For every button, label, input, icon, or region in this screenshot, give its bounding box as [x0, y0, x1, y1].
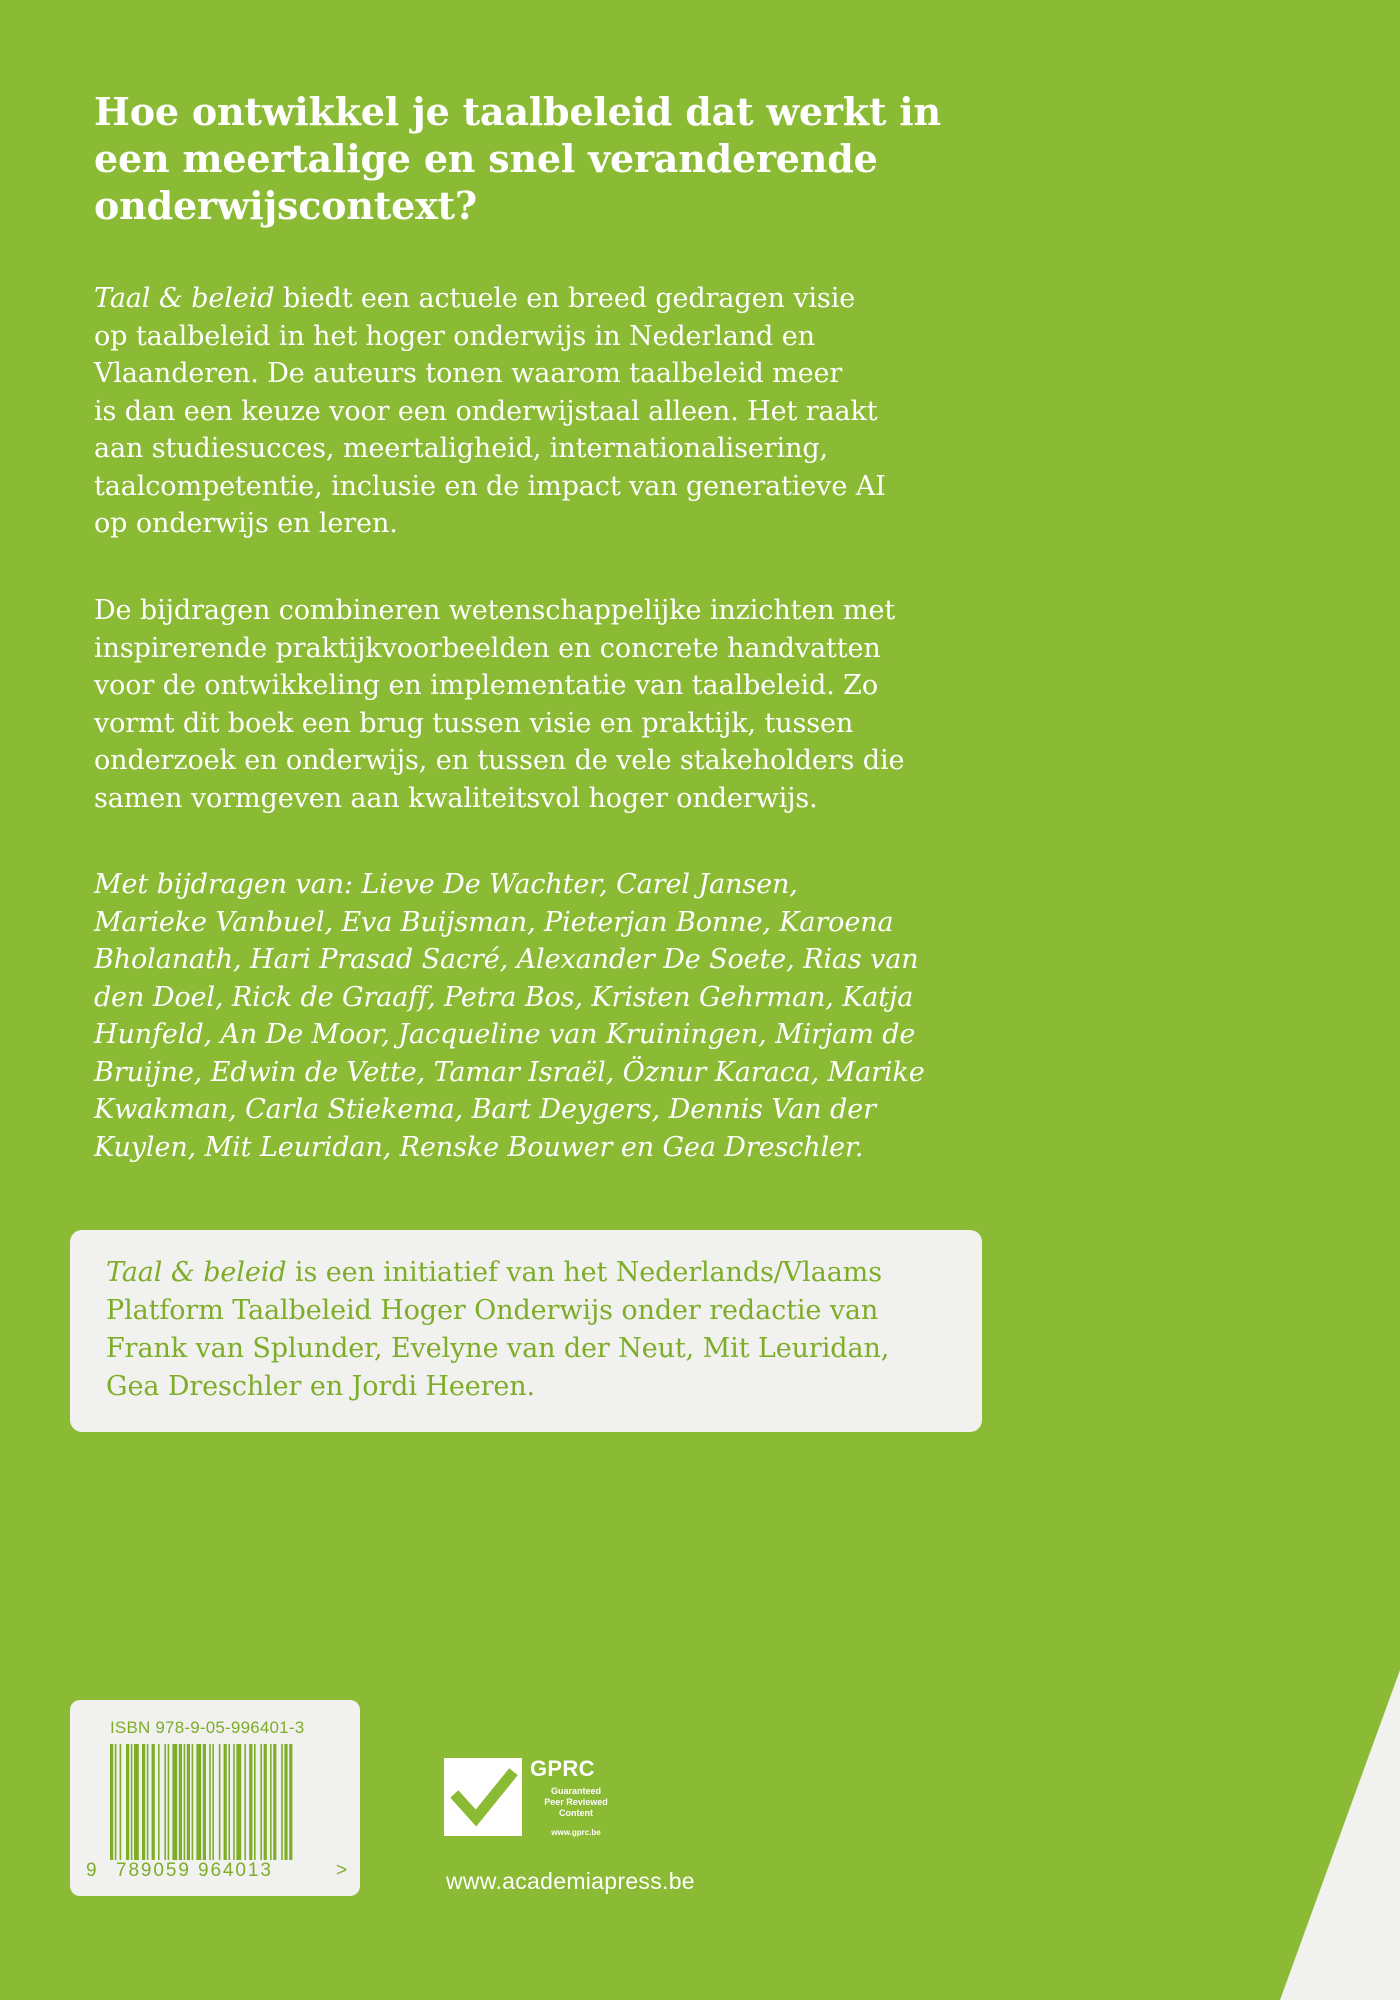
book-title-italic: Taal & beleid [106, 1257, 287, 1288]
barcode-bar [254, 1744, 256, 1860]
barcode-bar [179, 1744, 182, 1860]
paragraph-line: samen vormgeven aan kwaliteitsvol hoger onderwijs. [94, 782, 818, 814]
barcode-image [110, 1744, 342, 1860]
book-title-italic: Taal & beleid [94, 283, 275, 314]
barcode-bar [164, 1744, 166, 1860]
barcode-bar [158, 1744, 160, 1860]
contributors-list [94, 866, 994, 1166]
paragraph-line: biedt een actuele en breed gedragen visie [274, 283, 856, 314]
contributors-line: Bholanath, Hari Prasad Sacré, Alexander De Soete, Rias van [94, 944, 919, 975]
gprc-line: Content [559, 1808, 593, 1818]
contributors-line: Met bijdragen van: Lieve De Wachter, Carel Jansen, [94, 869, 798, 900]
corner-decoration [1280, 1670, 1400, 2000]
contributors-line: Marieke Vanbuel, Eva Buijsman, Pieterjan Bonne, Karoena [94, 906, 894, 938]
paragraph-line: is dan een keuze voor een onderwijstaal alleen. Het raakt [94, 395, 878, 427]
barcode-bar [249, 1744, 252, 1860]
paragraph-line: De bijdragen combineren wetenschappelijke inzichten met [94, 595, 896, 626]
barcode-arrow: > [336, 1860, 348, 1881]
gprc-line: Guaranteed [550, 1786, 601, 1796]
barcode-digits [86, 1860, 356, 1890]
barcode-bar [260, 1744, 262, 1860]
gprc-url: www.gprc.be [551, 1828, 601, 1837]
barcode-bar [147, 1744, 149, 1860]
barcode-bar [131, 1744, 133, 1860]
barcode-bar [192, 1744, 194, 1860]
barcode-bar [134, 1744, 139, 1860]
barcode-bar [212, 1744, 214, 1860]
barcode-bar [142, 1744, 145, 1860]
barcode-bar [228, 1744, 230, 1860]
barcode-lead-digit: 9 [86, 1860, 97, 1881]
paragraph-line: onderzoek en onderwijs, en tussen de vele stakeholders die [94, 745, 905, 776]
barcode-bar [289, 1744, 292, 1860]
barcode-bar [184, 1744, 186, 1860]
barcode-bar [281, 1744, 283, 1860]
barcode-bar [172, 1744, 177, 1860]
paragraph-line: Vlaanderen. De auteurs tonen waarom taalbeleid meer [94, 358, 843, 389]
barcode-bar [273, 1744, 276, 1860]
barcode-bar [224, 1744, 227, 1860]
initiative-line: Frank van Splunder, Evelyne van der Neut, Mit Leuridan, [106, 1333, 890, 1364]
heading-line: een meertalige en snel veranderende [94, 136, 878, 181]
paragraph-line: op onderwijs en leren. [94, 508, 398, 539]
contributors-line: Hunfeld, An De Moor, Jacqueline van Kruiningen, Mirjam de [94, 1019, 916, 1050]
initiative-line: is een initiatief van het Nederlands/Vlaams [286, 1257, 882, 1288]
barcode-bar [196, 1744, 201, 1860]
paragraph-line: voor de ontwikkeling en implementatie van taalbeleid. Zo [94, 670, 878, 701]
barcode-bar [120, 1744, 122, 1860]
contributors-line: Bruijne, Edwin de Vette, Tamar Israël, Öznur Karaca, Marike [94, 1056, 925, 1088]
intro-paragraph [94, 280, 994, 543]
barcode-bar [115, 1744, 117, 1860]
paragraph-line: inspirerende praktijkvoorbeelden en concrete handvatten [94, 632, 881, 664]
paragraph-line: taalcompetentie, inclusie en de impact van generatieve AI [94, 470, 886, 502]
barcode-bar [187, 1744, 190, 1860]
contributors-line: Kwakman, Carla Stiekema, Bart Deygers, Dennis Van der [94, 1094, 876, 1125]
isbn-label: ISBN 978-9-05-996401-3 [110, 1718, 305, 1737]
publisher-url: www.academiapress.be [446, 1868, 695, 1894]
initiative-line: Platform Taalbeleid Hoger Onderwijs onder redactie van [106, 1295, 879, 1326]
paragraph-line: vormt dit boek een brug tussen visie en praktijk, tussen [94, 707, 854, 739]
initiative-box [70, 1230, 982, 1432]
barcode-bar [236, 1744, 241, 1860]
paragraph-line: op taalbeleid in het hoger onderwijs in Nederland en [94, 320, 815, 352]
barcode-bar [203, 1744, 206, 1860]
barcode-bar [209, 1744, 211, 1860]
barcode-bar [110, 1744, 113, 1860]
barcode-bar [244, 1744, 246, 1860]
initiative-line: Gea Dreschler en Jordi Heeren. [106, 1371, 536, 1402]
barcode-bar [152, 1744, 155, 1860]
barcode-panel [70, 1700, 360, 1896]
barcode-bar [168, 1744, 170, 1860]
gprc-title: GPRC [530, 1756, 595, 1781]
contributions-paragraph [94, 592, 994, 817]
barcode-bar [219, 1744, 221, 1860]
heading-line: Hoe ontwikkel je taalbeleid dat werkt in [94, 89, 941, 134]
barcode-bar [284, 1744, 287, 1860]
contributors-line: den Doel, Rick de Graaff, Petra Bos, Kristen Gehrman, Katja [94, 981, 914, 1013]
paragraph-line: aan studiesucces, meertaligheid, internationalisering, [94, 433, 829, 464]
barcode-bar [233, 1744, 235, 1860]
barcode-bar [264, 1744, 267, 1860]
gprc-checkbox-icon [444, 1758, 522, 1836]
barcode-bar [126, 1744, 129, 1860]
gprc-logo [444, 1752, 644, 1842]
barcode-digit-groups: 789059 964013 [116, 1860, 273, 1881]
book-heading [94, 88, 994, 229]
gprc-line: Peer Reviewed [544, 1797, 608, 1807]
contributors-line: Kuylen, Mit Leuridan, Renske Bouwer en Gea Dreschler. [94, 1131, 864, 1163]
heading-line: onderwijscontext? [94, 183, 477, 228]
barcode-bar [270, 1744, 272, 1860]
initiative-text [106, 1254, 966, 1406]
